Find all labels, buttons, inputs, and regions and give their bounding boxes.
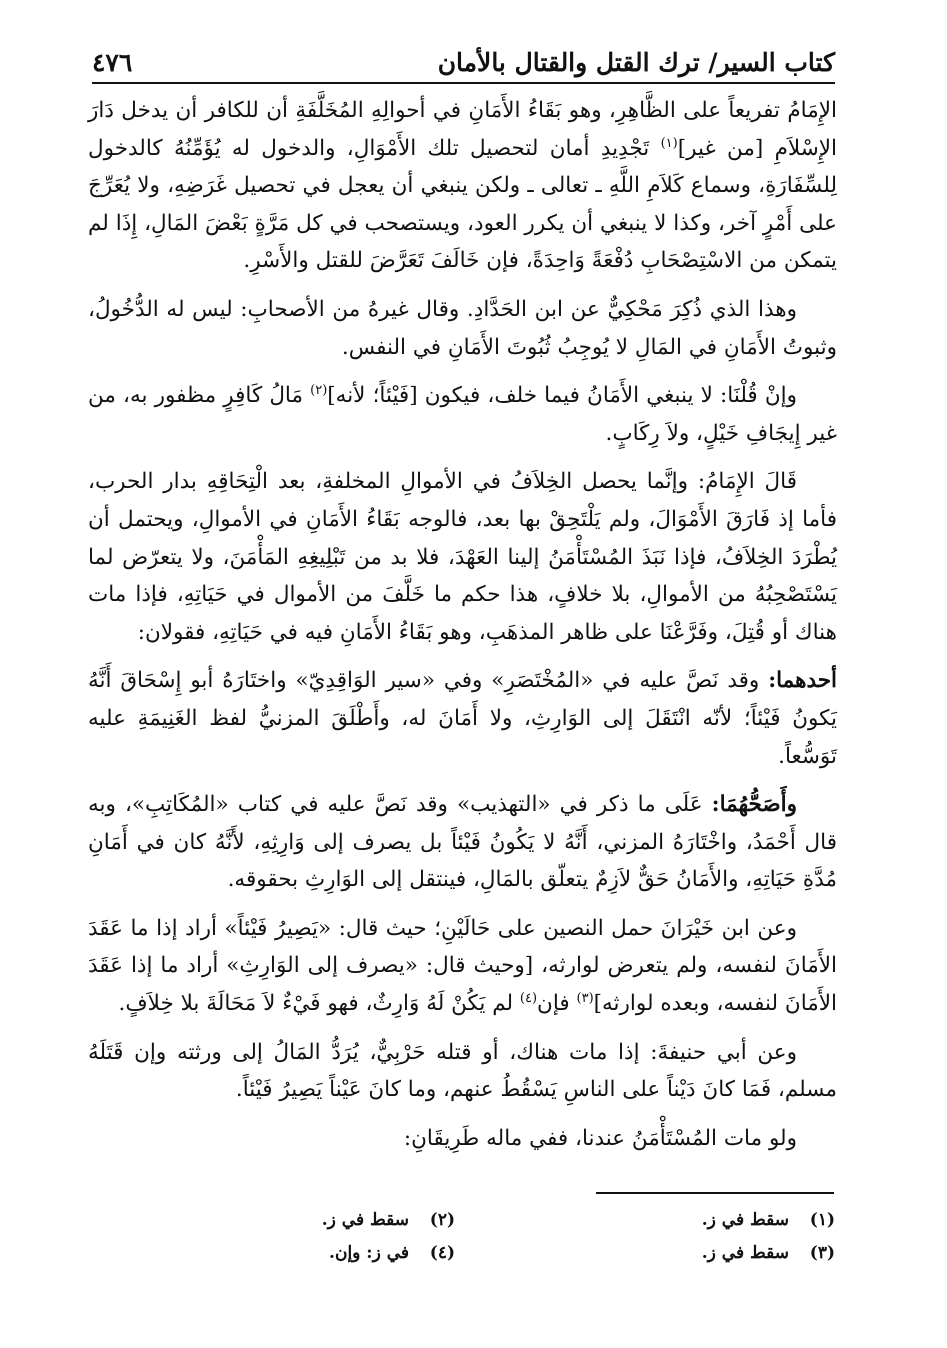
paragraph: ولو مات المُسْتَأْمَنُ عندنا، ففي ماله طَرِيقَانِ: xyxy=(403,1125,797,1151)
paragraph: أحدهما: وقد نَصَّ عليه في «المُخْتَصَرِ» وفي «سير الوَاقِدِيّ» واختَارَهُ أبو إِسْحَاقَ أَنَّهُ يَكونُ فَيْئاً؛ لأنّه انْتَقَلَ إلى الوَارِثِ، ولا أَمَانَ له، وأَطْلَقَ المزنيُّ لفظ الغَنِيمَةِ عليه تَوَسُّعاً. xyxy=(88,668,837,769)
paragraph: وعن ابن خَيْرَانَ حمل النصين على حَالَيْنِ؛ حيث قال: «يَصِيرُ فَيْئاً» أراد إذا ما عَقَدَ الأَمَانَ لنفسه، ولم يتعرض لوارثه، [وحيث قال: «يصرف إلى الوَارِثِ» أراد ما إذا عَقَدَ الأَمَانَ لنفسه، وبعده لوارثه]$^{(٣)}$ فإن$^{(٤)}$ لم يَكُنْ لَهُ وَارِثٌ، فهو فَيْءٌ لاَ مَحَالَةَ بلا خِلاَفٍ. xyxy=(88,915,837,1017)
paragraph-lead: وأَصَحُّهُمَا: xyxy=(711,792,797,818)
footnote-rule xyxy=(596,1192,834,1194)
footnote-ref: (٢) xyxy=(310,383,328,398)
footnote xyxy=(575,1206,835,1234)
footnote-text: سقط في ز. xyxy=(321,1209,409,1230)
page-number: ٤٧٦ xyxy=(92,48,133,77)
footnotes xyxy=(115,1203,835,1269)
footnote xyxy=(195,1206,455,1234)
running-title: كتاب السير/ ترك القتل والقتال بالأمان xyxy=(437,48,835,77)
footnote-number: (١) xyxy=(809,1209,835,1230)
paragraph: وأَصَحُّهُمَا: عَلَى ما ذكر في «التهذيب» وقد نَصَّ عليه في كتاب «المُكَاتِبِ»، وبه قال أَحْمَدُ، واخْتَارَهُ المزني، أَنَّهُ لا يَكُونُ فَيْئاً بل يصرف إلى وَارِثِهِ، لأَنَّهُ كان في أَمَانِ مُدَّةِ حَيَاتِهِ، والأَمَانُ حَقٌّ لاَزِمٌ يتعلّق بالمَالِ، فينتقل إلى الوَارِثِ بحقوقه. xyxy=(88,792,837,893)
paragraph: وهذا الذي ذُكِرَ مَحْكِيٌّ عن ابن الحَدَّادِ. وقال غيرهُ من الأصحابِ: ليس له الدُّخُولُ، وثبوتُ الأَمَانِ في المَالِ لا يُوجِبُ ثُبُوتَ الأَمَانِ في النفس. xyxy=(88,296,837,360)
footnote-text: سقط في ز. xyxy=(701,1209,789,1230)
footnote-row xyxy=(115,1203,835,1236)
footnote xyxy=(195,1239,455,1267)
body-text xyxy=(88,92,837,1168)
page-header xyxy=(92,40,835,78)
footnote-row xyxy=(115,1236,835,1269)
footnote-text: سقط في ز. xyxy=(701,1242,789,1263)
paragraph: قَالَ الإِمَامُ: وإنَّما يحصل الخِلاَفُ في الأموالِ المخلفةِ، بعد الْتِحَاقِهِ بدار الحرب، فأما إذ فَارَقَ الأَمْوَالَ، ولم يَلْتَحِقْ بها بعد، فالوجه بَقَاءُ الأَمَانِ في الأموالِ، ويحتمل أن يُطْرَدَ الخِلاَفُ، فإذا نَبَذَ المُسْتَأْمَنُ إلينا العَهْدَ، فلا بد من تَبْلِيغِهِ المَأْمَنَ، ولا يتعرّض لما يَسْتَصْحِبُهُ من الأموالِ، بلا خلافٍ، هذا حكم ما خَلَّفَ من الأموال في حَيَاتِهِ، فإذا مات هناك أو قُتِلَ، وفَرَّعْنَا على ظاهر المذهَبِ، وهو بَقَاءُ الأَمَانِ فيه في حَيَاتِهِ، فقولان: xyxy=(88,469,837,645)
footnote-number: (٢) xyxy=(429,1209,455,1230)
footnote-number: (٤) xyxy=(429,1242,455,1263)
footnote-ref: (١) xyxy=(660,135,678,151)
footnote-text: في ز: وإن. xyxy=(329,1242,409,1263)
header-rule xyxy=(92,82,835,84)
footnote-ref: (٤) xyxy=(519,990,538,1006)
footnote-number: (٣) xyxy=(809,1242,835,1263)
paragraph: الإِمَامُ تفريعاً على الظَّاهِرِ، وهو بَقَاءُ الأَمَانِ في أحوالِهِ المُخَلَّفَةِ أن للكافر أن يدخل دَارَ الإِسْلاَمِ [من غير]$^{(١)}$ تَجْدِيدِ أمان لتحصيل تلك الأَمْوَالِ، والدخول له يُؤَمِّنُهُ كالدخول لِلسِّفَارَةِ، وسماع كَلاَمِ اللَّهِ ـ تعالى ـ ولكن ينبغي أن يعجل في تحصيل غَرَضِهِ، ولا يُعَرِّجَ على أَمْرٍ آخر، وكذا لا ينبغي أن يكرر العود، ويستصحب في كل مَرَّةٍ بَعْضَ المَالِ، إِذَا لم يتمكن من الاسْتِصْحَابِ دُفْعَةً وَاحِدَةً، فإن خَالَفَ تَعَرَّضَ للقتل والأَسْرِ. xyxy=(88,98,837,274)
paragraph: وإنْ قُلْنَا: لا ينبغي الأَمَانُ فيما خلف، فيكون [فَيْئاً؛ لأنه]$^{(٢)}$ مَالُ كَافِرٍ مظفور به، من غير إِيجَافِ خَيْلٍ، ولاَ رِكَابٍ. xyxy=(88,383,837,446)
footnote-ref: (٣) xyxy=(576,990,594,1006)
footnote xyxy=(575,1239,835,1267)
paragraph-lead: أحدهما: xyxy=(768,668,837,694)
paragraph: وعن أبي حنيفةَ: إذا مات هناك، أو قتله حَرْبِيٌّ، يُرَدُّ المَالُ إلى ورثته وإن قَتَلَهُ مسلم، فَمَا كانَ دَيْناً على الناسِ يَسْقُطُ عنهم، وما كانَ عَيْناً يَصِيرُ فَيْئاً. xyxy=(88,1039,837,1103)
